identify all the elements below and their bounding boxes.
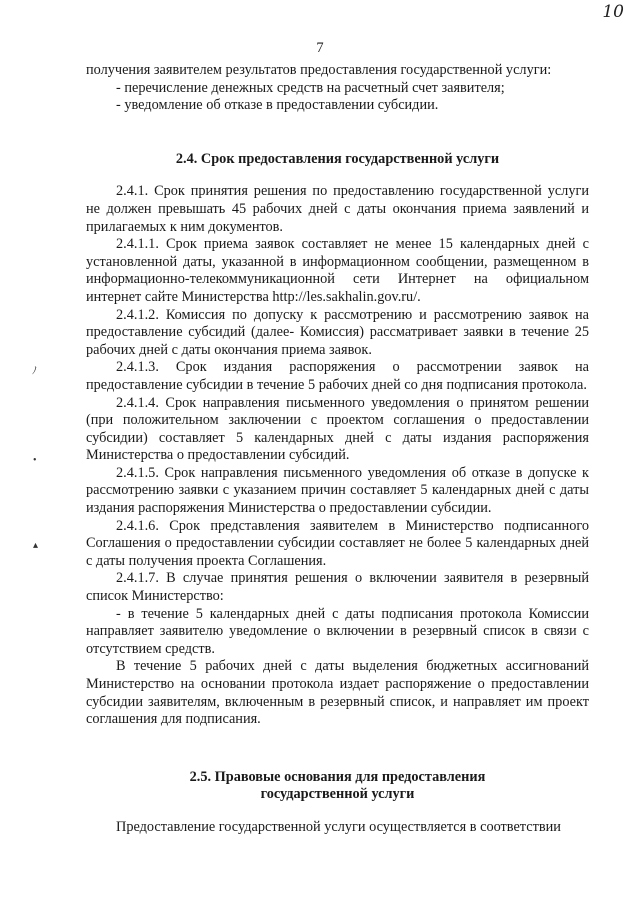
paragraph-2-4-1: 2.4.1. Срок принятия решения по предоставлению государственной услуги не должен превышать 45 рабочих дней с даты окончания приема заявлений и прилагаемых к ним документов. bbox=[86, 183, 589, 235]
handwritten-page-mark: 10 bbox=[602, 2, 624, 22]
paragraph: В течение 5 рабочих дней с даты выделения бюджетных ассигнований Министерство на основании протокола издает распоряжение о предоставлении субсидии заявителям, включенным в резервный список, и направляет им проект соглашения для подписания. bbox=[86, 658, 589, 728]
paragraph-2-4-1-6: 2.4.1.6. Срок представления заявителем в Министерство подписанного Соглашения о предоставлении субсидии составляет не более 5 календарных дней с даты получения проекта Соглашения. bbox=[86, 517, 589, 569]
margin-mark: ▴ bbox=[33, 540, 39, 551]
document-body bbox=[86, 62, 589, 837]
paragraph-2-5: Предоставление государственной услуги осуществляется в соответствии bbox=[116, 818, 561, 835]
paragraph-2-4-1-1: 2.4.1.1. Срок приема заявок составляет не менее 15 календарных дней с установленной даты, указанной в информационном сообщении, размещенном в информационно-телекоммуникационной сети Интернет на официальном интернет сайте Министерства http://les.sakhalin.gov.ru/. bbox=[86, 236, 589, 305]
list-item: - в течение 5 календарных дней с даты подписания протокола Комиссии направляет заявителю уведомление о включении в резервный список в связи с отсутствием средств. bbox=[86, 605, 589, 657]
paragraph-2-4-1-7: 2.4.1.7. В случае принятия решения о включении заявителя в резервный список Министерство: bbox=[86, 570, 589, 605]
section-heading-2-4: 2.4. Срок предоставления государственной услуги bbox=[175, 150, 500, 167]
page-number: 7 bbox=[316, 40, 324, 56]
paragraph-2-4-1-3: 2.4.1.3. Срок издания распоряжения о рассмотрении заявок на предоставление субсидии в течение 5 рабочих дней со дня подписания протокола. bbox=[86, 359, 589, 393]
list-item: - перечисление денежных средств на расчетный счет заявителя; bbox=[116, 79, 505, 96]
paragraph: получения заявителем результатов предоставления государственной услуги: bbox=[86, 62, 552, 78]
paragraph-2-4-1-4: 2.4.1.4. Срок направления письменного уведомления о принятом решении (при положительном заключении с проектом соглашения о предоставлении субсидии) составляет 5 календарных дней с даты издания распоряжения Министерства о предоставлении субсидий. bbox=[86, 394, 589, 464]
section-heading-2-5-line2: государственной услуги bbox=[260, 786, 415, 803]
margin-mark: ﾉ bbox=[32, 366, 37, 377]
paragraph-2-4-1-2: 2.4.1.2. Комиссия по допуску к рассмотрению и рассмотрению заявок на предоставление субсидий (далее- Комиссия) рассматривает заявки в течение 25 рабочих дней с даты окончания приема заявок. bbox=[86, 306, 589, 358]
margin-mark: • bbox=[33, 455, 37, 466]
paragraph-2-4-1-5: 2.4.1.5. Срок направления письменного уведомления об отказе в допуске к рассмотрению заявки с указанием причин составляет 5 календарных дней с даты издания распоряжения Министерства о предоставлении субсидии. bbox=[86, 464, 589, 517]
section-heading-2-5-line1: 2.5. Правовые основания для предоставления bbox=[189, 768, 486, 785]
list-item: - уведомление об отказе в предоставлении субсидии. bbox=[116, 97, 439, 114]
